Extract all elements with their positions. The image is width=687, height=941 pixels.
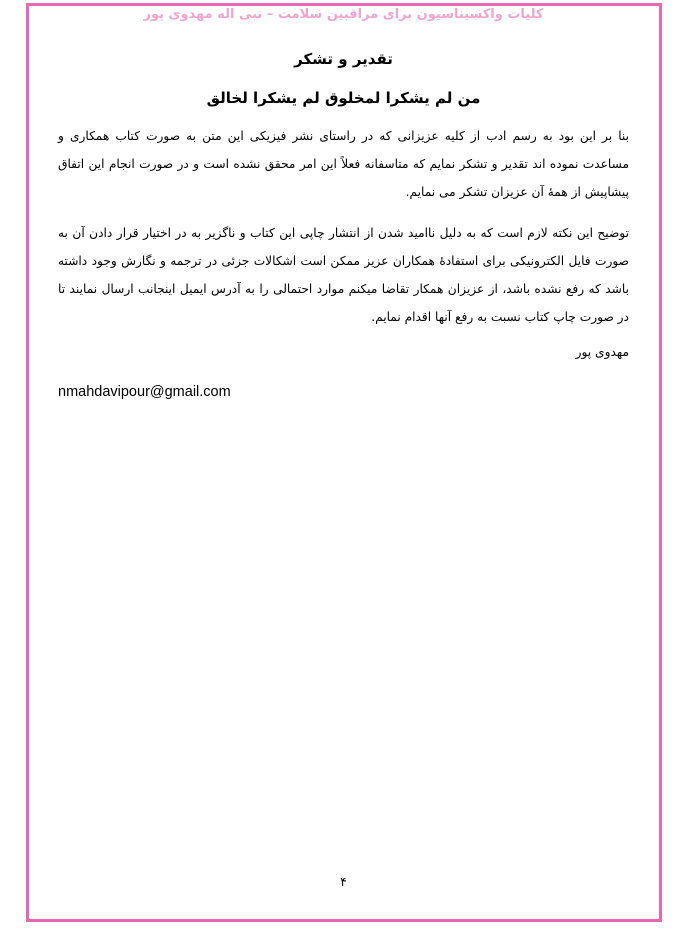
author-email[interactable]: nmahdavipour@gmail.com — [58, 384, 231, 400]
author-name: مهدوی پور — [575, 345, 629, 359]
page-subtitle: من لم یشکرا لمخلوق لم یشکرا لخالق — [206, 89, 481, 107]
page-number: ۴ — [340, 875, 347, 889]
paragraph-note: توضیح این نکته لازم است که به دلیل ناامید شدن از انتشار چاپی این کتاب و ناگزیر به در اختیار قرار دادن آن به صورت فایل الکترونیکی برای استفادهٔ همکاران عزیز ممکن است اشکالات جزئی در ترجمه و نگارش وجود داشته باشد که رفع نشده باشد، از عزیزان همکار تقاضا میکنم موارد احتمالی را به آدرس ایمیل اینجانب ارسال نمایند تا در صورت چاپ کتاب نسبت به رفع آنها اقدام نمایم. — [58, 226, 629, 324]
running-header: کلیات واکسیناسیون برای مراقبین سلامت – نبی اله مهدوی پور — [143, 7, 544, 22]
page-title: تقدیر و تشکر — [294, 50, 393, 68]
paragraph-thanks: بنا بر این بود به رسم ادب از کلیه عزیزانی که در راستای نشر فیزیکی این متن به صورت کتاب همکاری و مساعدت نموده اند تقدیر و تشکر نمایم که متاسفانه فعلاً این امر محقق نشده است و در صورت انجام این اتفاق پیشاپیش از همهٔ آن عزیزان تشکر می نمایم. — [58, 129, 629, 199]
